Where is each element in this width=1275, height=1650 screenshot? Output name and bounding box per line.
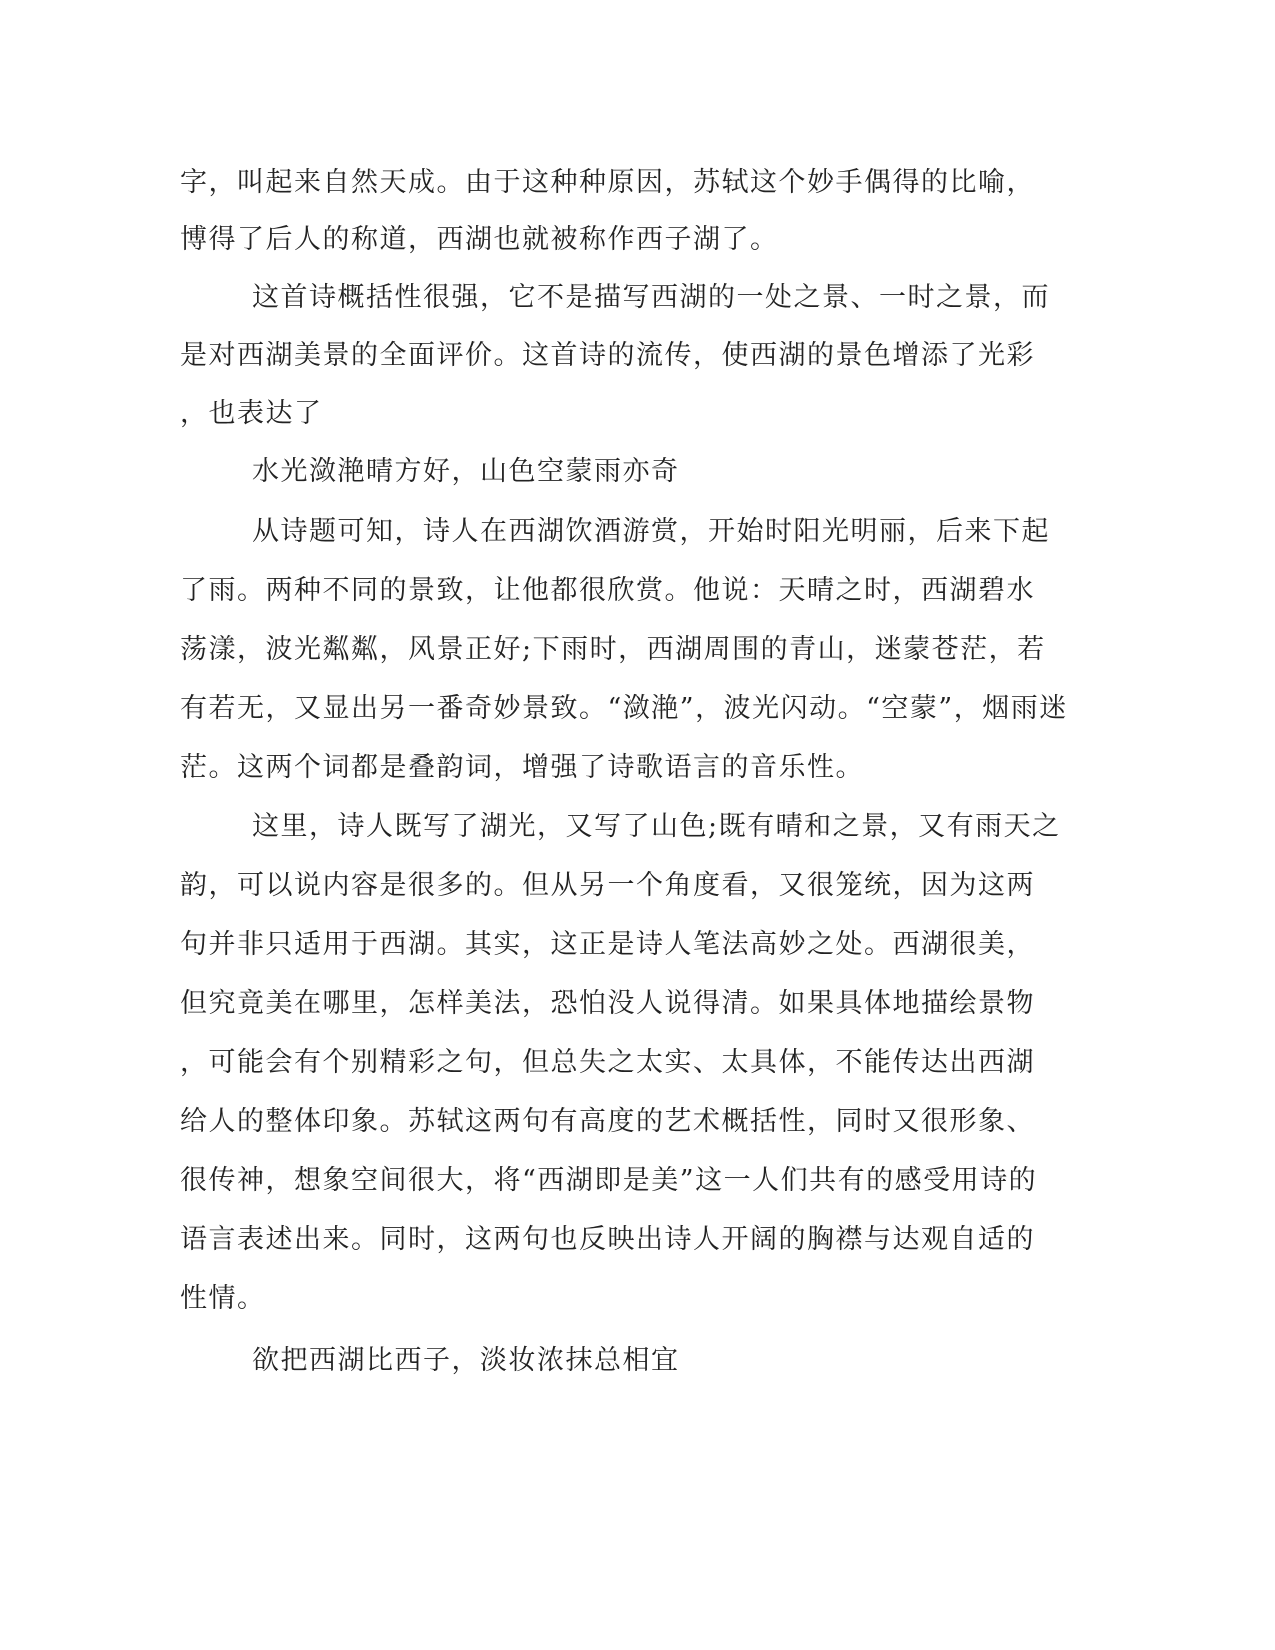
text-line: 很传神，想象空间很大，将“西湖即是美”这一人们共有的感受用诗的	[180, 1165, 1038, 1196]
paragraph-start-line: 这首诗概括性很强，它不是描写西湖的一处之景、一时之景，而	[252, 282, 1050, 313]
text-line: 字，叫起来自然天成。由于这种种原因，苏轼这个妙手偶得的比喻，	[180, 167, 1035, 198]
text-line: 语言表述出来。同时，这两句也反映出诗人开阔的胸襟与达观自适的	[180, 1224, 1035, 1255]
text-line: 给人的整体印象。苏轼这两句有高度的艺术概括性，同时又很形象、	[180, 1106, 1035, 1137]
text-line: ，也表达了	[180, 398, 323, 429]
paragraph-start-line: 从诗题可知，诗人在西湖饮酒游赏，开始时阳光明丽，后来下起	[252, 516, 1050, 547]
poem-line: 欲把西湖比西子，淡妆浓抹总相宜	[252, 1345, 680, 1376]
text-line: 韵，可以说内容是很多的。但从另一个角度看，又很笼统，因为这两	[180, 870, 1035, 901]
text-line: 博得了后人的称道，西湖也就被称作西子湖了。	[180, 224, 779, 255]
text-line: 句并非只适用于西湖。其实，这正是诗人笔法高妙之处。西湖很美，	[180, 929, 1035, 960]
poem-line: 水光潋滟晴方好，山色空蒙雨亦奇	[252, 456, 680, 487]
text-line: 荡漾，波光粼粼，风景正好;下雨时，西湖周围的青山，迷蒙苍茫，若	[180, 634, 1046, 665]
text-line: 性情。	[180, 1283, 266, 1314]
text-line: 但究竟美在哪里，怎样美法，恐怕没人说得清。如果具体地描绘景物	[180, 988, 1035, 1019]
paragraph-start-line: 这里，诗人既写了湖光，又写了山色;既有晴和之景，又有雨天之	[252, 811, 1061, 842]
text-line: 茫。这两个词都是叠韵词，增强了诗歌语言的音乐性。	[180, 752, 864, 783]
text-line: 了雨。两种不同的景致，让他都很欣赏。他说：天晴之时，西湖碧水	[180, 575, 1035, 606]
text-line: ，可能会有个别精彩之句，但总失之太实、太具体，不能传达出西湖	[180, 1047, 1035, 1078]
text-line: 有若无，又显出另一番奇妙景致。“潋滟”，波光闪动。“空蒙”，烟雨迷	[180, 693, 1068, 724]
text-line: 是对西湖美景的全面评价。这首诗的流传，使西湖的景色增添了光彩	[180, 340, 1035, 371]
